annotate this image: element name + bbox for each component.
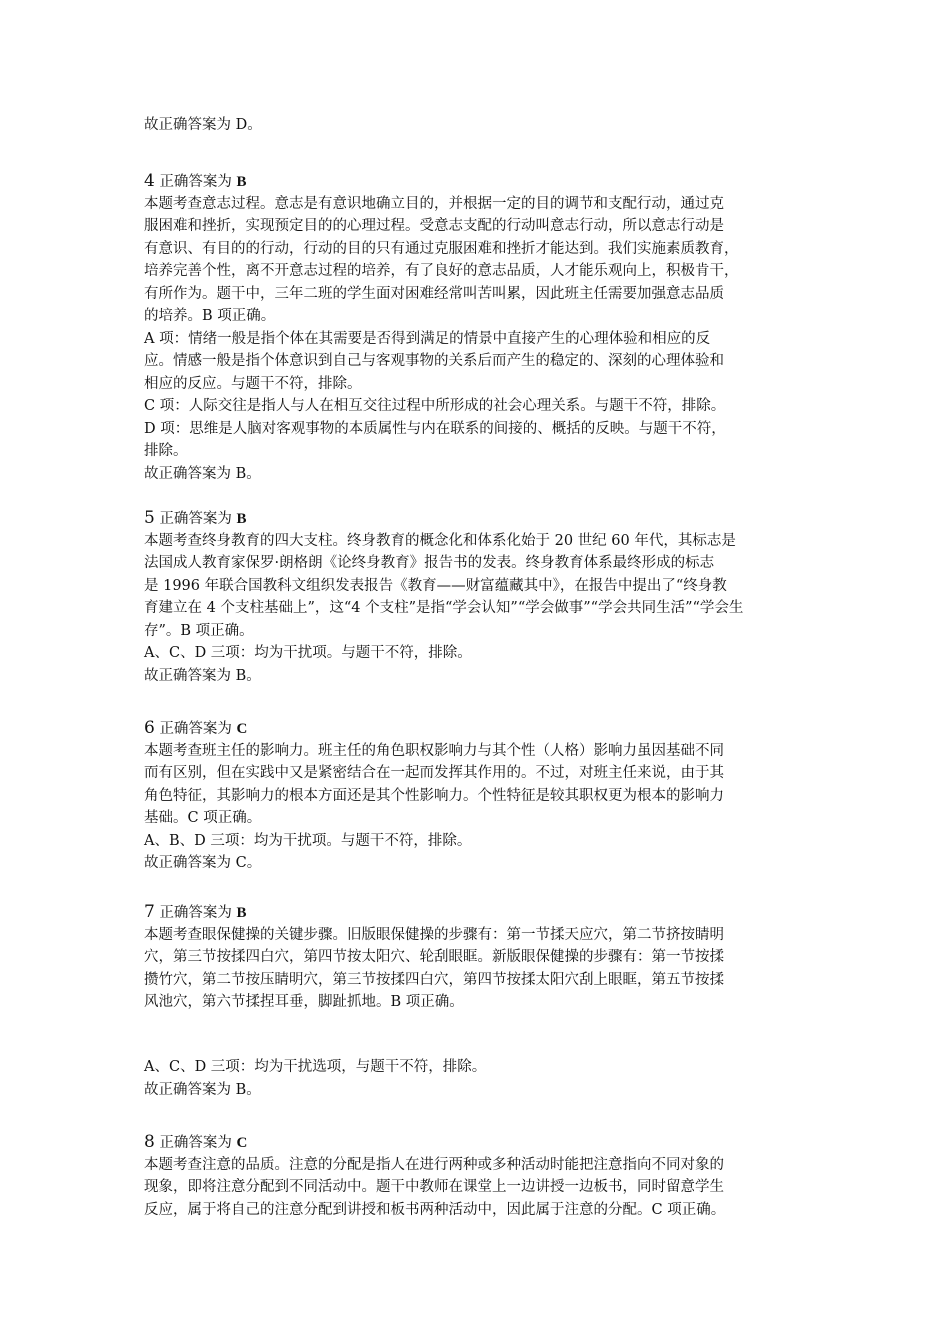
answer-section-7 (144, 901, 804, 1014)
paragraph-line: 本题考查注意的品质。注意的分配是指人在进行两种或多种活动时能把注意指向不同对象的 (144, 1156, 724, 1173)
question-number: 8 (144, 1132, 155, 1152)
paragraph-line: 故正确答案为 D。 (144, 117, 262, 133)
answer-section-8 (144, 1131, 804, 1221)
paragraph-line: 法国成人教育家保罗·朗格朗《论终身教育》报告书的发表。终身教育体系最终形成的标志 (144, 555, 715, 571)
paragraph-line: 现象，即将注意分配到不同活动中。题干中教师在课堂上一边讲授一边板书，同时留意学生 (144, 1179, 724, 1195)
paragraph-line: 是 1996 年联合国教科文组织发表报告《教育——财富蕴藏其中》，在报告中提出了“终身教 (144, 577, 727, 594)
answer-label: 正确答案为 (159, 174, 232, 190)
paragraph-line: 反应，属于将自己的注意分配到讲授和板书两种活动中，因此属于注意的分配。C 项正确。 (144, 1201, 726, 1218)
paragraph-line: 风池穴，第六节揉捏耳垂，脚趾抓地。B 项正确。 (144, 994, 464, 1010)
question-number: 6 (144, 718, 155, 738)
paragraph-line: 故正确答案为 B。 (144, 667, 261, 684)
paragraph-line: A、C、D 三项：均为干扰项。与题干不符，排除。 (144, 645, 472, 661)
answer-section-4 (144, 170, 804, 485)
paragraph-line: 攒竹穴，第二节按压睛明穴，第三节按揉四白穴，第四节按揉太阳穴刮上眼眶，第五节按揉 (144, 971, 724, 988)
paragraph-line: 服困难和挫折，实现预定目的的心理过程。受意志支配的行动叫意志行动，所以意志行动是 (144, 218, 724, 234)
question-number: 4 (144, 171, 155, 191)
intro-block (144, 114, 804, 137)
paragraph-line: A、B、D 三项：均为干扰项。与题干不符，排除。 (144, 832, 472, 849)
answer-section-6 (144, 717, 804, 875)
answer-letter: B (236, 174, 247, 190)
paragraph-line: 基础。C 项正确。 (144, 810, 262, 826)
paragraph-line: 故正确答案为 C。 (144, 855, 262, 871)
answer-letter: B (236, 511, 247, 527)
paragraph-line: 本题考查眼保健操的关键步骤。旧版眼保健操的步骤有：第一节揉天应穴，第二节挤按睛明 (144, 926, 724, 943)
paragraph-line: A、C、D 三项：均为干扰选项，与题干不符，排除。 (144, 1059, 487, 1075)
answer-letter: C (236, 1135, 248, 1151)
paragraph-line: 排除。 (144, 443, 188, 459)
paragraph-line: 故正确答案为 B。 (144, 1081, 261, 1098)
answer-section-7-continued (144, 1056, 804, 1101)
paragraph-line: 故正确答案为 B。 (144, 465, 261, 482)
answer-label: 正确答案为 (159, 511, 232, 527)
paragraph-line: 培养完善个性，离不开意志过程的培养，有了良好的意志品质，人才能乐观向上，积极肯干， (144, 263, 739, 279)
paragraph-line: 相应的反应。与题干不符，排除。 (144, 375, 362, 392)
question-number: 7 (144, 902, 155, 922)
paragraph-line: 本题考查意志过程。意志是有意识地确立目的，并根据一定的目的调节和支配行动，通过克 (144, 195, 724, 212)
paragraph-line: 角色特征，其影响力的根本方面还是其个性影响力。个性特征是较其职权更为根本的影响力 (144, 787, 724, 804)
answer-heading (144, 901, 804, 924)
answer-label: 正确答案为 (159, 905, 232, 921)
paragraph-line: 本题考查班主任的影响力。班主任的角色职权影响力与其个性（人格）影响力虽因基础不同 (144, 742, 724, 759)
answer-section-5 (144, 507, 804, 687)
answer-label: 正确答案为 (159, 721, 232, 737)
answer-heading (144, 1131, 804, 1154)
answer-label: 正确答案为 (159, 1135, 232, 1151)
paragraph-line: 育建立在 4 个支柱基础上”，这“4 个支柱”是指“学会认知”“学会做事”“学会共同生活”“学会生 (144, 600, 744, 616)
paragraph-line: 的培养。B 项正确。 (144, 308, 276, 324)
question-number: 5 (144, 508, 155, 528)
answer-heading (144, 507, 804, 530)
paragraph-line: 穴，第三节按揉四白穴，第四节按太阳穴、轮刮眼眶。新版眼保健操的步骤有：第一节按揉 (144, 949, 724, 965)
answer-heading (144, 170, 804, 193)
answer-letter: B (236, 905, 247, 921)
paragraph-line: 存”。B 项正确。 (144, 622, 254, 639)
answer-letter: C (236, 721, 248, 737)
paragraph-line: 有所作为。题干中，三年二班的学生面对困难经常叫苦叫累，因此班主任需要加强意志品质 (144, 285, 724, 302)
paragraph-line: A 项：情绪一般是指个体在其需要是否得到满足的情景中直接产生的心理体验和相应的反 (144, 330, 711, 347)
paragraph-line: C 项：人际交往是指人与人在相互交往过程中所形成的社会心理关系。与题干不符，排除。 (144, 398, 726, 414)
paragraph-line: 有意识、有目的的行动，行动的目的只有通过克服困难和挫折才能达到。我们实施素质教育， (144, 240, 739, 257)
paragraph-line: 应。情感一般是指个体意识到自己与客观事物的关系后而产生的稳定的、深刻的心理体验和 (144, 353, 724, 369)
answer-heading (144, 717, 804, 740)
paragraph-line: 而有区别，但在实践中又是紧密结合在一起而发挥其作用的。不过，对班主任来说，由于其 (144, 765, 724, 781)
paragraph-line: D 项：思维是人脑对客观事物的本质属性与内在联系的间接的、概括的反映。与题干不符， (144, 420, 726, 437)
paragraph-line: 本题考查终身教育的四大支柱。终身教育的概念化和体系化始于 20 世纪 60 年代，其标志是 (144, 532, 736, 549)
